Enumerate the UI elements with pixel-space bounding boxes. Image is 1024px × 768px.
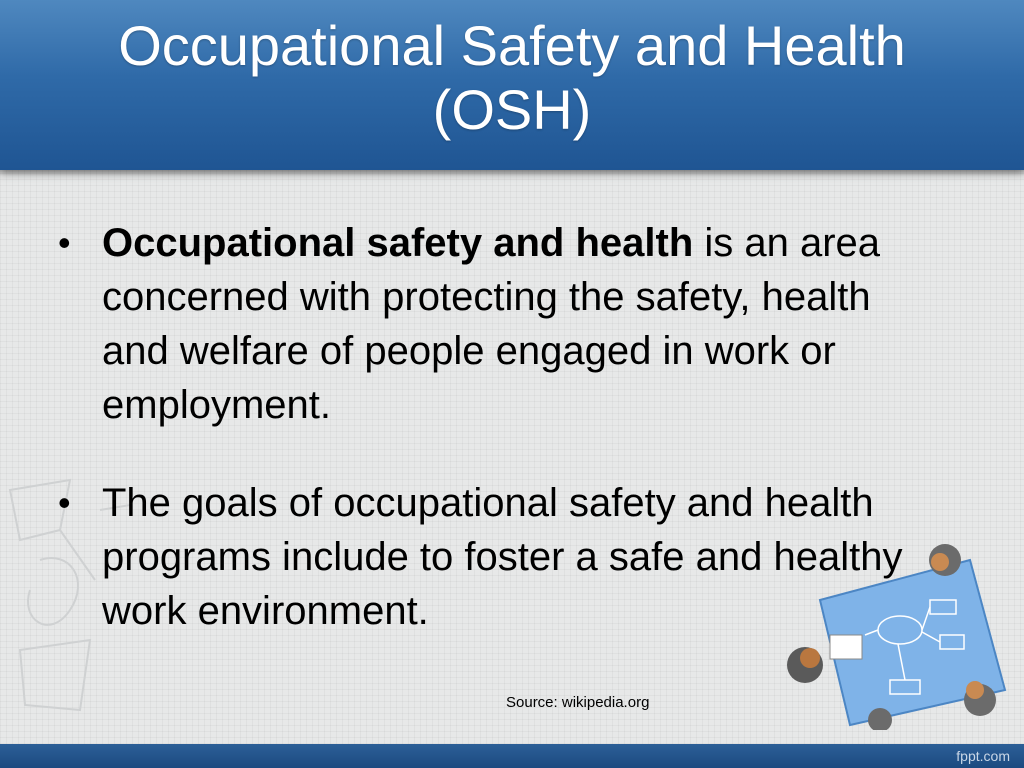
bullet-body: is an area concerned with protecting the safety, health and welfare of people engaged in work or employment. [102, 221, 881, 427]
bullet-dot: • [58, 222, 71, 263]
footer-brand: fppt.com [956, 748, 1010, 764]
bullet-body: The goals of occupational safety and health programs include to foster a safe and healthy work environment. [102, 481, 903, 633]
footer-bar [0, 744, 1024, 768]
bullet-dot: • [58, 482, 71, 523]
bullet-bold-term: Occupational safety and health [102, 221, 694, 265]
source-citation: Source: wikipedia.org [506, 694, 650, 711]
slide-title: Occupational Safety and Health (OSH) [118, 14, 906, 141]
bullet-text [102, 216, 938, 432]
meeting-table-illustration [780, 540, 1010, 730]
title-bar [0, 0, 1024, 170]
bullet-item [58, 216, 938, 432]
